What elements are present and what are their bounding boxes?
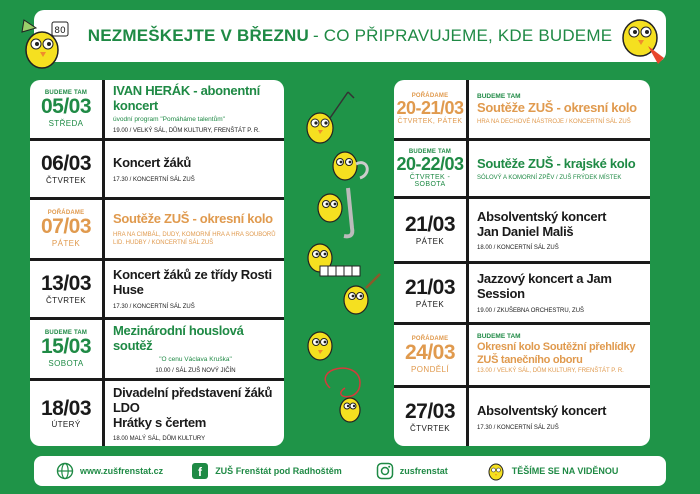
- event-tag: POŘÁDAME: [47, 210, 85, 217]
- event-row: [30, 320, 284, 378]
- footer-facebook-text: ZUŠ Frenštát pod Radhoštěm: [215, 466, 342, 476]
- left-schedule-panel: [30, 80, 284, 446]
- event-date: 18/03: [40, 396, 92, 420]
- event-title: Soutěže ZUŠ - okresní kolo: [477, 100, 637, 116]
- event-row: [30, 141, 284, 197]
- event-date: 21/03: [404, 276, 456, 300]
- event-content: [105, 200, 284, 258]
- footer-facebook-link[interactable]: [191, 462, 342, 480]
- event-row: [394, 141, 650, 196]
- event-content: [105, 261, 284, 317]
- event-date: 06/03: [40, 152, 92, 176]
- bird-icon: [344, 274, 380, 314]
- footer-bar: [34, 456, 666, 486]
- event-row: [394, 199, 650, 261]
- event-content: [105, 80, 284, 138]
- bird-icon: [325, 368, 360, 422]
- date-box: [30, 381, 105, 446]
- event-title: Koncert žáků: [113, 154, 192, 170]
- event-details: 18.00 / KONCERTNÍ SÁL ZUŠ: [477, 244, 559, 251]
- event-details: 17.30 / KONCERTNÍ SÁL ZUŠ: [113, 176, 195, 183]
- bird-icon: [307, 92, 354, 143]
- event-details: 19.00 / VELKÝ SÁL, DŮM KULTURY, FRENŠTÁT P. R.: [113, 127, 260, 134]
- event-title: Divadelní představení žáků LDO: [113, 384, 273, 415]
- bird-icon: [486, 461, 506, 481]
- event-row: [394, 388, 650, 446]
- event-content: [469, 199, 650, 261]
- event-tag: BUDEME TAM: [408, 149, 452, 156]
- birds-with-instruments-illustration: [290, 88, 400, 448]
- event-title: IVAN HERÁK - abonentní koncert: [113, 83, 260, 114]
- header-title-rest: - CO PŘIPRAVUJEME, KDE BUDEME: [313, 26, 613, 45]
- event-toptag: BUDEME TAM: [477, 332, 521, 340]
- event-content: [469, 325, 650, 385]
- event-details: 17.30 / KONCERTNÍ SÁL ZUŠ: [477, 424, 559, 431]
- event-subtitle: "O cenu Václava Kruška": [159, 356, 232, 364]
- event-details: SÓLOVÝ A KOMORNÍ ZPĚV / ZUŠ FRÝDEK MÍSTEK: [477, 174, 622, 181]
- event-date: 07/03: [40, 215, 92, 239]
- date-box: [30, 200, 105, 258]
- event-date: 13/03: [40, 272, 92, 296]
- footer-web-link[interactable]: [56, 462, 163, 480]
- date-box: [394, 141, 469, 196]
- event-date: 24/03: [404, 341, 456, 365]
- event-details: HRA NA DECHOVÉ NÁSTROJE / KONCERTNÍ SÁL ZUŠ: [477, 119, 631, 126]
- event-day: STŘEDA: [48, 118, 84, 128]
- event-date: 15/03: [40, 335, 92, 359]
- facebook-icon: [191, 462, 209, 480]
- bird-icon: [333, 152, 367, 180]
- event-day: ČTVRTEK: [46, 295, 86, 305]
- event-title: Jazzový koncert a Jam Session: [477, 271, 612, 302]
- bird-icon: [308, 244, 360, 276]
- event-content: [105, 320, 284, 378]
- event-day: PÁTEK: [415, 236, 445, 246]
- event-content: [469, 141, 650, 196]
- event-tag: BUDEME TAM: [44, 330, 88, 337]
- event-date: 05/03: [40, 95, 92, 119]
- event-row: [30, 200, 284, 258]
- event-tag: POŘÁDAME: [411, 93, 449, 100]
- event-row: [30, 80, 284, 138]
- event-title: Okresní kolo Soutěžní přehlídky ZUŠ tanečního oboru: [477, 340, 636, 366]
- event-day: PÁTEK: [51, 238, 81, 248]
- footer-instagram-link[interactable]: [376, 462, 448, 480]
- event-day: ÚTERÝ: [51, 420, 81, 430]
- svg-text:f: f: [198, 465, 203, 479]
- date-box: [30, 80, 105, 138]
- event-tag: POŘÁDAME: [411, 336, 449, 343]
- date-box: [394, 325, 469, 385]
- date-box: [394, 264, 469, 322]
- event-content: [105, 141, 284, 197]
- event-day: SOBOTA: [48, 358, 84, 368]
- event-row: [394, 325, 650, 385]
- event-title: Koncert žáků ze třídy Rosti Huse: [113, 267, 272, 298]
- page-header: [34, 10, 666, 62]
- event-row: [394, 264, 650, 322]
- bird-mascot-left-icon: [14, 14, 74, 74]
- event-day: ČTVRTEK - SOBOTA: [409, 173, 451, 188]
- event-title-line2: Hrátky s čertem: [113, 414, 207, 430]
- footer-web-text: www.zušfrenstat.cz: [80, 466, 164, 476]
- date-box: [30, 141, 105, 197]
- instagram-icon: [376, 462, 394, 480]
- event-details: 10.00 / SÁL ZUŠ NOVÝ JIČÍN: [155, 367, 236, 374]
- event-title: Soutěže ZUŠ - krajské kolo: [477, 155, 636, 171]
- date-box: [30, 261, 105, 317]
- event-day: ČTVRTEK, PÁTEK: [397, 117, 463, 125]
- event-row: [30, 261, 284, 317]
- event-day: ČTVRTEK: [46, 175, 86, 185]
- bird-mascot-right-icon: [612, 8, 670, 66]
- event-details: HRA NA CIMBÁL, DUDY, KOMORNÍ HRA A HRA SOUBORŮ LID. HUDBY / KONCERTNÍ SÁL ZUŠ: [113, 232, 276, 246]
- event-details: 19.00 / ZKUŠEBNA ORCHESTRU, ZUŠ: [477, 308, 585, 315]
- globe-icon: [56, 462, 74, 480]
- event-title-line2: Jan Daniel Mališ: [477, 223, 574, 239]
- event-day: PONDĚLÍ: [411, 364, 449, 374]
- event-content: [105, 381, 284, 446]
- date-box: [394, 80, 469, 138]
- event-day: PÁTEK: [415, 299, 445, 309]
- event-details: 17.30 / KONCERTNÍ SÁL ZUŠ: [113, 304, 195, 311]
- date-box: [394, 388, 469, 446]
- event-content: [469, 80, 650, 138]
- event-details: 13.00 / VELKÝ SÁL, DŮM KULTURY, FRENŠTÁT P. R.: [477, 368, 624, 375]
- right-schedule-panel: [394, 80, 650, 446]
- event-date: 20-21/03: [396, 98, 464, 119]
- bird-icon: [318, 188, 352, 236]
- event-date: 20-22/03: [396, 154, 464, 175]
- event-tag: BUDEME TAM: [44, 90, 88, 97]
- footer-slogan-text: TĚŠÍME SE NA VIDĚNOU: [511, 466, 619, 476]
- date-box: [394, 199, 469, 261]
- event-subtitle: úvodní program "Pomáháme talentům": [113, 116, 225, 124]
- date-box: [30, 320, 105, 378]
- svg-text:80: 80: [54, 26, 66, 36]
- event-content: [469, 264, 650, 322]
- event-title: Absolventský koncert: [477, 402, 607, 418]
- event-day: ČTVRTEK: [410, 423, 450, 433]
- event-toptag: BUDEME TAM: [477, 93, 521, 101]
- footer-slogan: [486, 461, 619, 481]
- bird-icon: [308, 332, 332, 360]
- event-content: [469, 388, 650, 446]
- event-title: Mezinárodní houslová soutěž: [113, 323, 244, 354]
- event-title: Absolventský koncert: [477, 208, 607, 224]
- event-date: 21/03: [404, 213, 456, 237]
- event-row: [394, 80, 650, 138]
- event-details: 18.00 MALÝ SÁL, DŮM KULTURY: [113, 435, 206, 442]
- event-row: [30, 381, 284, 446]
- footer-instagram-text: zusfrenstat: [399, 466, 448, 476]
- header-title-bold: NEZMEŠKEJTE V BŘEZNU: [87, 26, 309, 45]
- event-date: 27/03: [404, 400, 456, 424]
- event-title: Soutěže ZUŠ - okresní kolo: [113, 211, 273, 227]
